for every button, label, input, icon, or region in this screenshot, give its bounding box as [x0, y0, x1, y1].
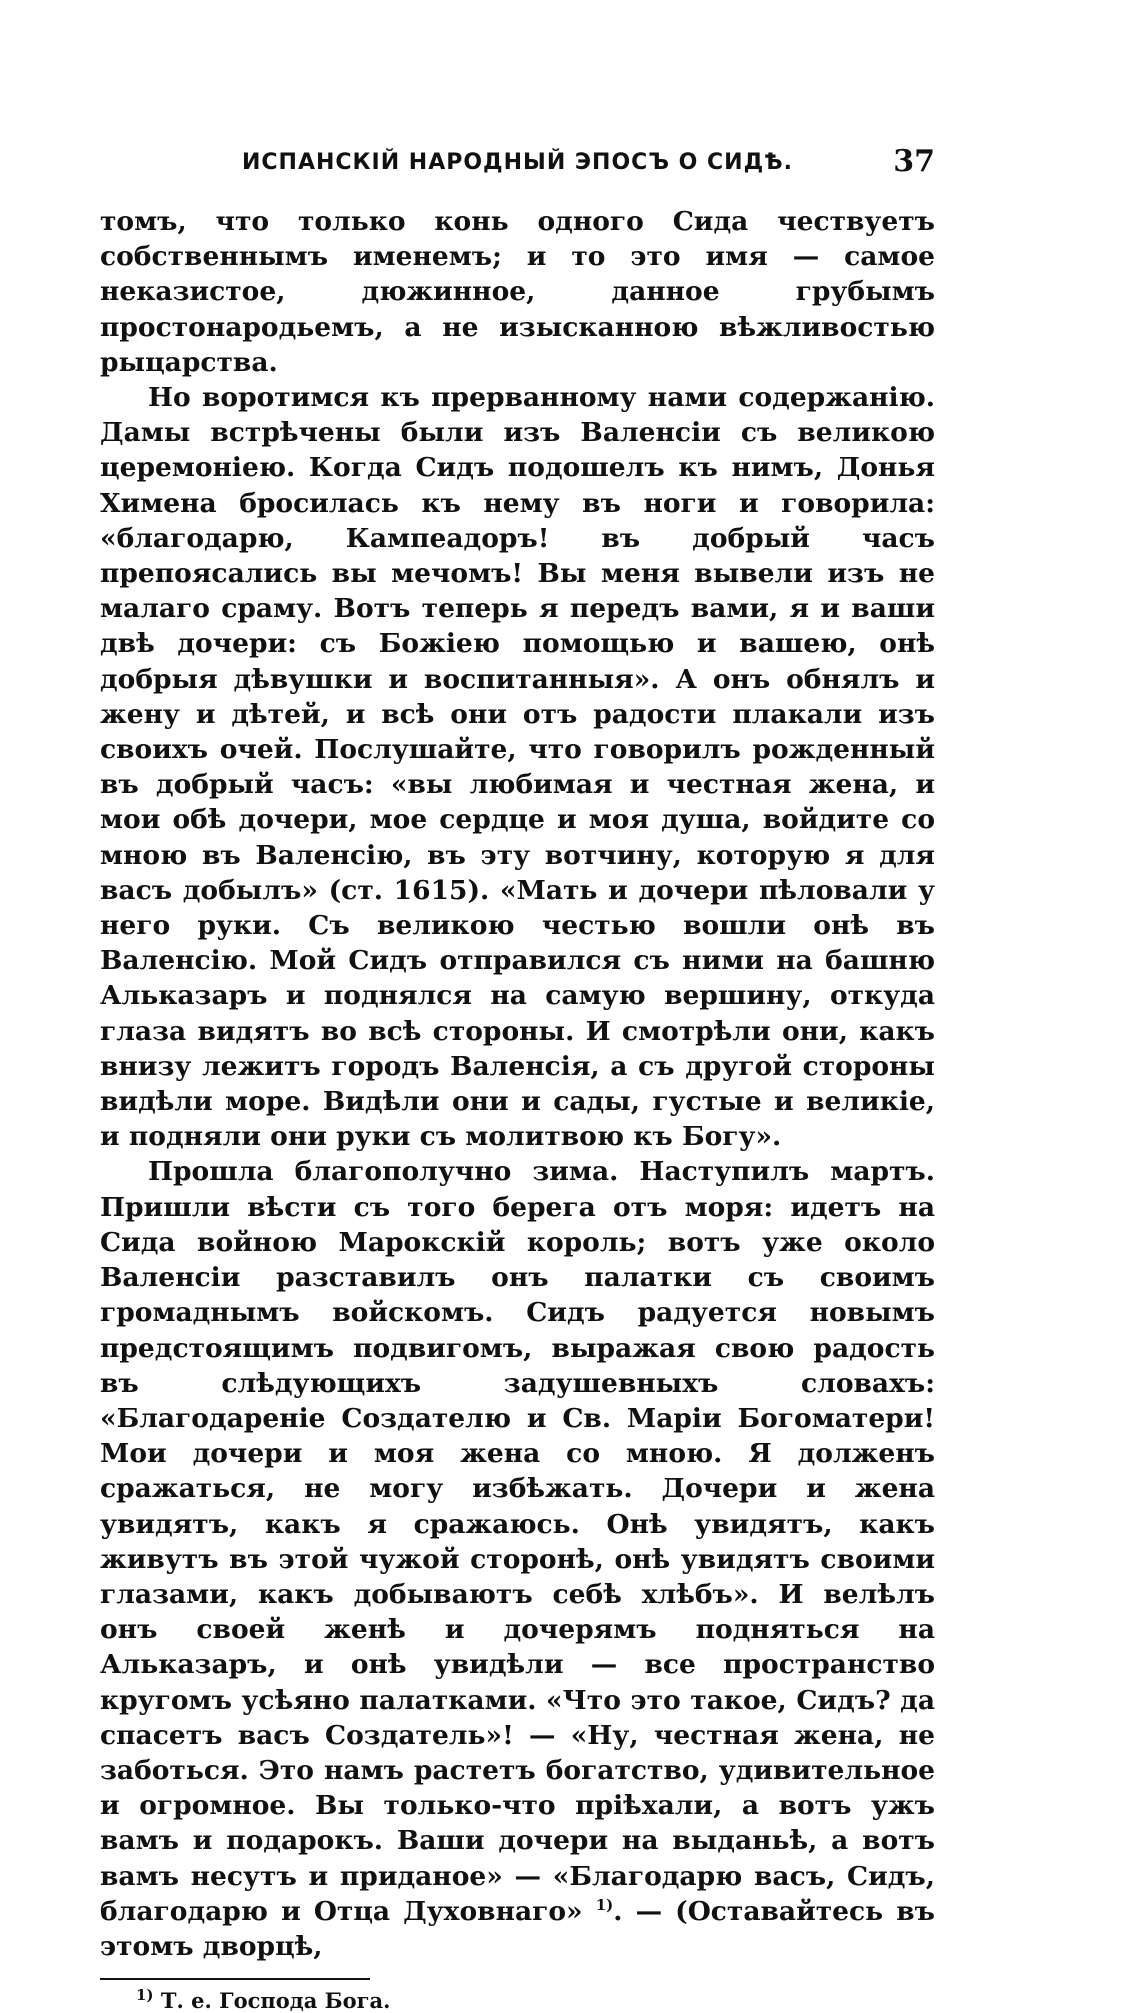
footnote-marker: 1) [136, 1986, 154, 2005]
book-page [100, 140, 935, 2013]
body-text [100, 204, 935, 1964]
running-head: ИСПАНСКІЙ НАРОДНЫЙ ЭПОСЪ О СИДѢ. [241, 150, 794, 175]
footnote [100, 1988, 935, 2013]
paragraph-3-text: Прошла благополучно зима. Наступилъ мартъ. Пришли вѣсти съ того берега отъ моря: идетъ на Сида войною Марокскій король; вотъ уже около Валенсіи разставилъ онъ палатки съ своимъ громаднымъ войскомъ. Сидъ радуется новымъ предстоящимъ подвигомъ, выражая свою радость въ слѣдующихъ задушевныхъ словахъ: «Благодареніе Создателю и Св. Маріи Богоматери! Мои дочери и моя жена со мною. Я долженъ сражаться, не могу избѣжать. Дочери и жена увидятъ, какъ я сражаюсь. Онѣ увидятъ, какъ живутъ въ этой чужой сторонѣ, онѣ увидятъ своими глазами, какъ добываютъ себѣ хлѣбъ». И велѣлъ онъ своей женѣ и дочерямъ подняться на Альказаръ, и онѣ увидѣли — все пространство кругомъ усѣяно палатками. «Что это такое, Сидъ? да спасетъ васъ Создатель»! — «Ну, честная жена, не заботься. Это намъ растетъ богатство, удивительное и огромное. Вы только-что пріѣхали, а вотъ ужъ вамъ и подарокъ. Ваши дочери на выданьѣ, а вотъ вамъ несутъ и приданое» — «Благодарю васъ, Сидъ, благодарю и Отца Духовнаго» [100, 1156, 935, 1927]
footnote-text: Т. е. Господа Бога. [160, 1988, 391, 2013]
paragraph-3-continuation: . — (Оставайтесь въ этомъ дворцѣ, [100, 1895, 935, 1962]
footnote-reference: 1) [595, 1895, 614, 1914]
paragraph-1: томъ, что только конь одного Сида чествуетъ собственнымъ именемъ; и то это имя — самое неказистое, дюжинное, данное грубымъ простонародьемъ, а не изысканною вѣжливостью рыцарства. [100, 206, 935, 378]
paragraph-2: Но воротимся къ прерванному нами содержанію. Дамы встрѣчены были изъ Валенсіи съ великою церемоніею. Когда Сидъ подошелъ къ нимъ, Донья Химена бросилась къ нему въ ноги и говорила: «благодарю, Кампеадоръ! въ добрый часъ препоясались вы мечомъ! Вы меня вывели изъ не малаго сраму. Вотъ теперь я передъ вами, я и ваши двѣ дочери: съ Божіею помощью и вашею, онѣ добрыя дѣвушки и воспитанныя». А онъ обнялъ и жену и дѣтей, и всѣ они отъ радости плакали изъ своихъ очей. Послушайте, что говорилъ рожденный въ добрый часъ: «вы любимая и честная жена, и мои обѣ дочери, мое сердце и моя душа, войдите со мною въ Валенсію, въ эту вотчину, которую я для васъ добылъ» (ст. 1615). «Мать и дочери пѣловали у него руки. Съ великою честью вошли онѣ въ Валенсію. Мой Сидъ отправился съ ними на башню Альказаръ и поднялся на самую вершину, откуда глаза видятъ во всѣ стороны. И смотрѣли они, какъ внизу лежитъ городъ Валенсія, а съ другой стороны видѣли море. Видѣли они и сады, густые и великіе, и подняли они руки съ молитвою къ Богу». [100, 382, 935, 1153]
page-header [100, 140, 935, 188]
paragraph-3 [100, 1154, 935, 1964]
footnote-divider [100, 1978, 370, 1980]
page-number: 37 [893, 144, 935, 179]
